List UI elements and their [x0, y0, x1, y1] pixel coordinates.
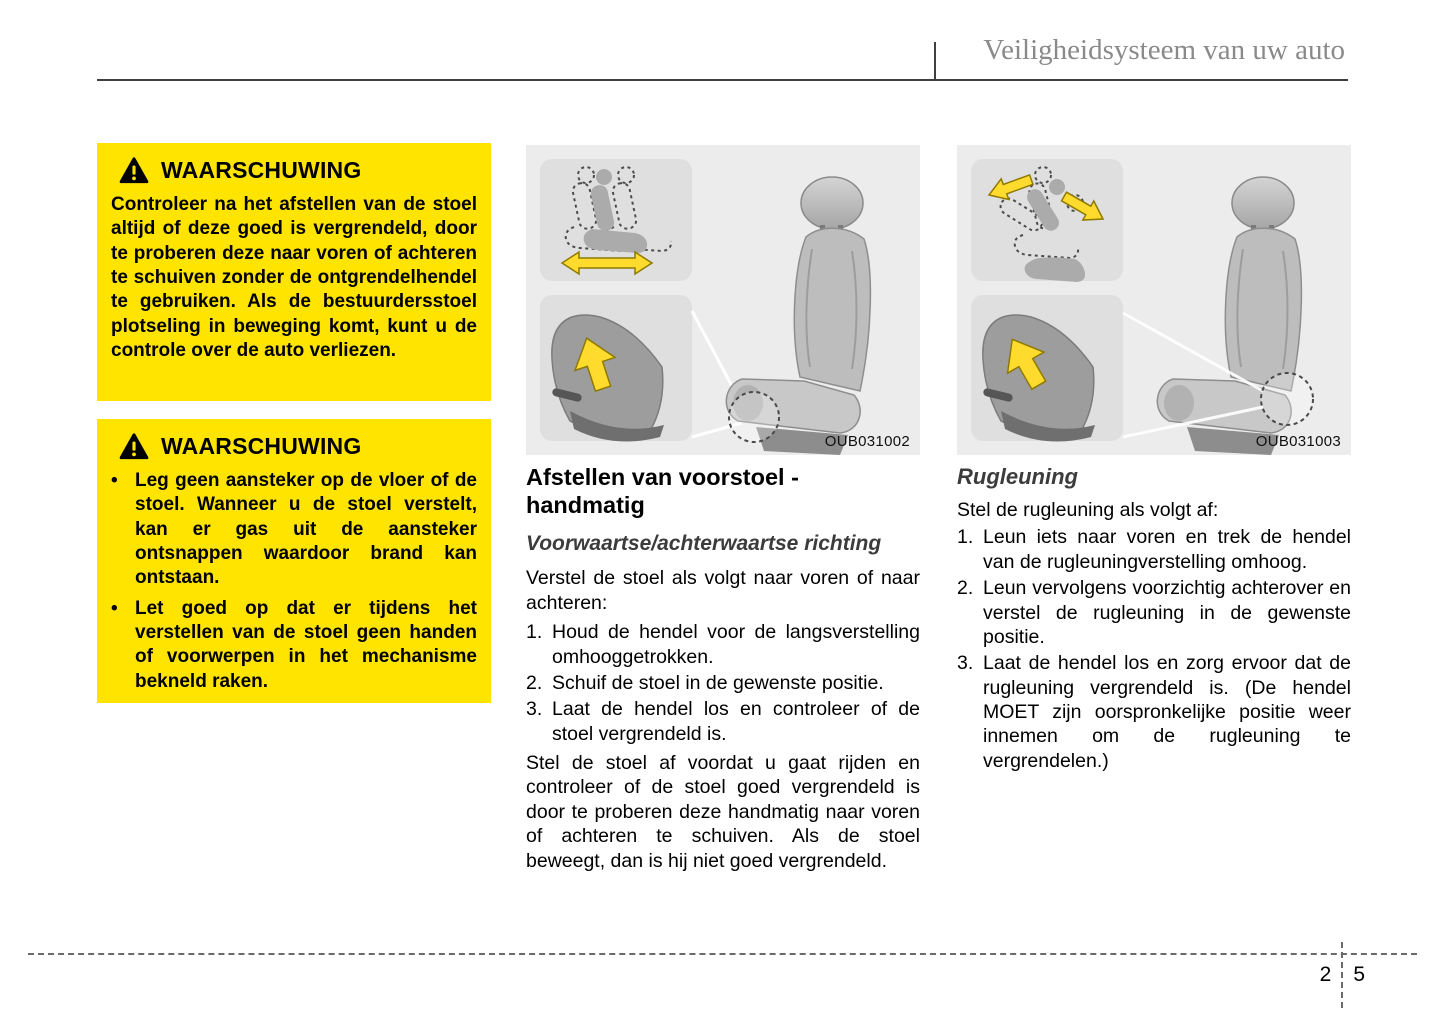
header-rule [97, 79, 1348, 81]
warning-title: WAARSCHUWING [161, 433, 362, 459]
seatback-recline-illustration [957, 145, 1351, 455]
list-item [526, 620, 920, 669]
figure-seat-forward-adjust [526, 145, 920, 455]
seat-forward-adjust-illustration [526, 145, 920, 455]
page-header-title: Veiligheidsysteem van uw auto [983, 34, 1345, 66]
warning-bullet-text: Leg geen aansteker op de vloer of de stoel. Wanneer u de stoel verstelt, kan er gas uit de aansteker ontsnappen waardoor brand kan ontstaan. [135, 470, 477, 589]
warning-bullet [111, 469, 477, 591]
figure-caption: OUB031002 [824, 433, 910, 450]
list-item [957, 576, 1351, 649]
header-divider-tick [934, 42, 936, 79]
warning-text: Controleer na het afstellen van de stoel altijd of deze goed is vergrendeld, door te proberen deze naar voren of achteren te schuiven zonder de ontgrendelhendel te gebruiken. Als de bestuurdersstoel plotseling in beweging komt, kunt u de controle over de auto verliezen. [111, 194, 477, 361]
outro-text: Stel de stoel af voordat u gaat rijden en controleer of de stoel goed vergrendeld is door te proberen deze handmatig naar voren of achteren te schuiven. Als de stoel beweegt, dan is hij niet goed vergrendeld. [526, 752, 920, 872]
list-text: Laat de hendel los en controleer of de stoel vergrendeld is. [552, 698, 920, 745]
list-number: 1. [526, 621, 543, 644]
warning-header [119, 157, 477, 184]
warning-title: WAARSCHUWING [161, 157, 362, 183]
section-seatback [957, 464, 1351, 775]
list-text: Schuif de stoel in de gewenste positie. [552, 671, 884, 694]
warning-box-lock-check [97, 143, 491, 401]
section-number: 2 [1319, 963, 1332, 986]
list-item [526, 671, 920, 695]
warning-header [119, 433, 477, 460]
list-number: 2. [526, 671, 543, 694]
list-text: Houd de hendel voor de langsverstelling omhooggetrokken. [552, 621, 920, 668]
list-text: Leun vervolgens voorzichtig achterover en verstel de rugleuning in de gewenste positie. [983, 577, 1351, 648]
subsection-heading: Rugleuning [957, 464, 1078, 489]
list-number: 1. [957, 526, 974, 549]
main-seat [726, 177, 870, 455]
page-number-value: 5 [1353, 963, 1365, 986]
figure-caption: OUB031003 [1255, 433, 1341, 450]
section-heading: Afstellen van voorstoel - handmatig [526, 464, 799, 518]
section-forward-adjust [526, 464, 920, 878]
figure-seatback-recline [957, 145, 1351, 455]
list-item [957, 525, 1351, 574]
page-number [1320, 942, 1365, 1008]
list-item [957, 651, 1351, 773]
bullet-marker: • [111, 597, 118, 619]
list-text: Leun iets naar voren en trek de hendel van de rugleuningverstelling omhoog. [983, 526, 1351, 573]
list-number: 3. [957, 652, 974, 675]
list-number: 3. [526, 698, 543, 721]
bullet-marker: • [111, 470, 118, 491]
warning-bullet [111, 597, 477, 694]
warning-box-pinch-hazard [97, 419, 491, 703]
warning-bullet-text: Let goed op dat er tijdens het verstellen van de stoel geen handen of voorwerpen in het mechanisme bekneld raken. [135, 597, 477, 692]
intro-text: Verstel de stoel als volgt naar voren of naar achteren: [526, 567, 920, 614]
list-text: Laat de hendel los en zorg ervoor dat de rugleuning vergrendeld is. (De hendel MOET zijn oorspronkelijke positie weer innemen om de rugleuning te vergrendelen.) [983, 652, 1351, 772]
page-number-divider [1341, 942, 1343, 1008]
adjust-handle-callout-circle [729, 392, 779, 442]
intro-text: Stel de rugleuning als volgt af: [957, 499, 1219, 521]
footer-dashed-rule [28, 953, 1417, 955]
warning-triangle-icon [119, 157, 149, 184]
warning-triangle-icon [119, 433, 149, 460]
list-item [526, 697, 920, 746]
subsection-heading: Voorwaartse/achterwaartse richting [526, 532, 882, 556]
recline-handle-callout-circle [1261, 373, 1313, 425]
list-number: 2. [957, 577, 974, 600]
